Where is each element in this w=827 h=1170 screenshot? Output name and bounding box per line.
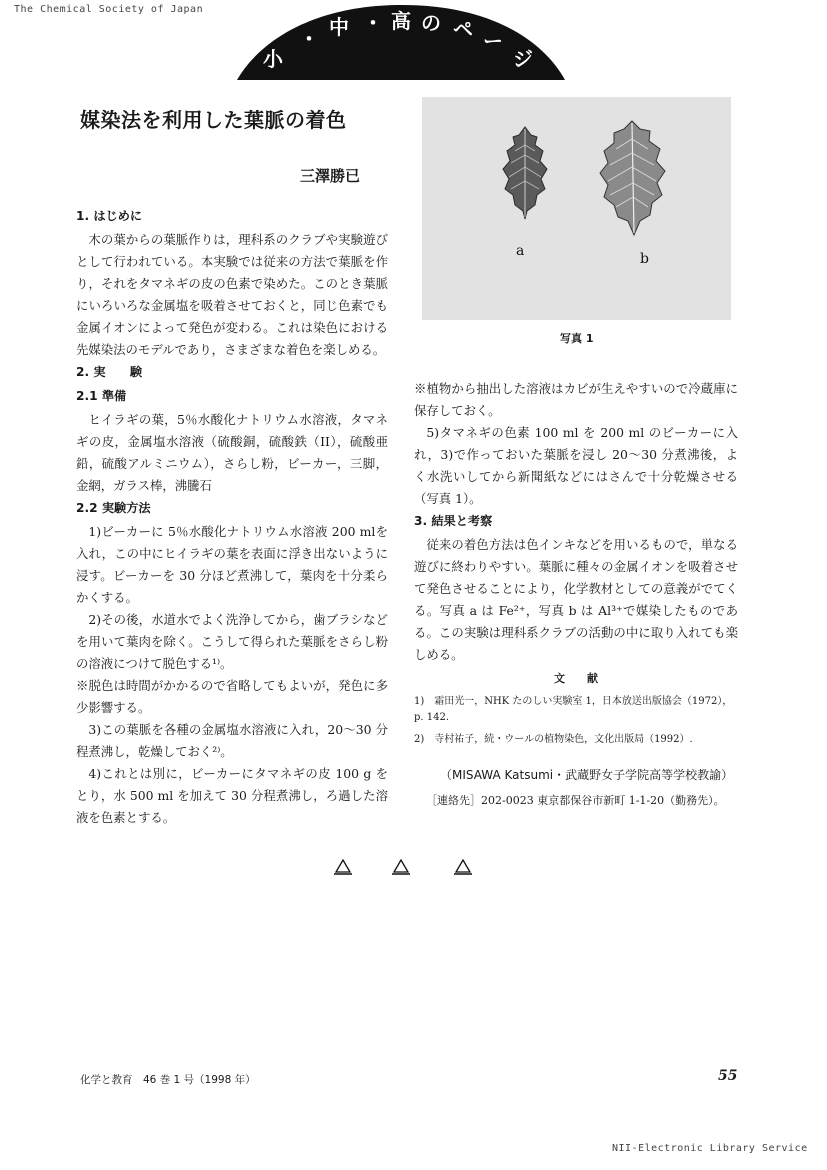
body-paragraph: 従来の着色方法は色インキなどを用いるもので，単なる遊びに終わりやすい。葉脈に種々の金属イオンを吸着させて発色させることにより，化学教材としての意義がでてくる。写真 a は Fe²⁺，写真 b は Al³⁺で媒染したものである。この実験は理科系クラブの活動の中に取り入れても楽しめる。	[414, 537, 738, 662]
banner-char: の	[421, 11, 441, 35]
section-heading: 1. はじめに	[76, 209, 143, 223]
body-paragraph: 4)これとは別に，ビーカーにタマネギの皮 100 g をとり，水 500 ml を加えて 30 分程煮沸し，ろ過した溶液を色素とする。	[76, 766, 388, 825]
end-ornaments	[328, 856, 488, 876]
section-heading: 3. 結果と考察	[414, 514, 493, 528]
section-heading: 2. 実 験	[76, 365, 143, 379]
note-paragraph: ※脱色は時間がかかるので省略してもよいが，発色に多少影響する。	[76, 678, 388, 715]
photo-label-b: b	[640, 251, 649, 267]
page-number: 55	[718, 1068, 738, 1084]
section-banner	[235, 0, 570, 82]
banner-char: ー	[483, 29, 503, 53]
photo-caption: 写真 1	[560, 332, 594, 345]
banner-char: 中	[329, 15, 349, 39]
body-paragraph: 3)この葉脈を各種の金属塩水溶液に入れ，20〜30 分程煮沸し，乾燥しておく²⁾。	[76, 722, 388, 759]
body-paragraph: 5)タマネギの色素 100 ml を 200 ml のビーカーに入れ，3)で作っておいた葉脈を浸し 20〜30 分煮沸後，よく水洗いしてから新聞紙などにはさんで十分乾燥させる（写真 1）。	[414, 425, 738, 506]
references-heading: 文 献	[554, 672, 598, 685]
photo-label-a: a	[516, 243, 525, 259]
author-name: 三澤勝已	[300, 167, 361, 185]
note-paragraph: ※植物から抽出した溶液はカビが生えやすいので冷蔵庫に保存しておく。	[414, 381, 738, 418]
references-list	[414, 694, 738, 748]
body-paragraph: 1)ビーカーに 5％水酸化ナトリウム水溶液 200 mlを入れ，この中にヒイラギの葉を表面に浮き出ないように浸す。ビーカーを 30 分ほど煮沸して，葉肉を十分柔らかくする。	[76, 524, 388, 605]
reference-item: 2) 寺村祐子，続・ウールの植物染色，文化出版局（1992）.	[414, 734, 693, 745]
section-heading: 2.2 実験方法	[76, 501, 151, 515]
banner-char: 高	[391, 9, 411, 33]
ornament-icon	[454, 860, 472, 874]
banner-char: ジ	[513, 47, 533, 71]
banner-char: ・	[363, 11, 383, 35]
body-paragraph: ヒイラギの葉，5％水酸化ナトリウム水溶液，タマネギの皮，金属塩水溶液（硫酸銅，硫酸鉄（II），硫酸亜鉛，硫酸アルミニウム），さらし粉，ビーカー，三脚，金網，ガラス棒，沸騰石	[76, 412, 388, 493]
left-column	[76, 205, 388, 829]
banner-char: ・	[299, 27, 319, 51]
author-contact: ［連絡先］202-0023 東京都保谷市新町 1-1-20（勤務先）。	[426, 794, 725, 807]
reference-item: 1) 霜田光一，NHK たのしい実験室 1，日本放送出版協会（1972），p. 142.	[414, 696, 733, 723]
journal-footer: 化学と教育 46 巻 1 号（1998 年）	[80, 1074, 256, 1086]
photo-leaf-veins	[422, 97, 731, 320]
ornament-icon	[392, 860, 410, 874]
ornament-icon	[334, 860, 352, 874]
banner-char: 小	[263, 47, 283, 71]
right-column	[414, 378, 738, 666]
body-paragraph: 2)その後，水道水でよく洗浄してから，歯ブラシなどを用いて葉肉を除く。こうして得られた葉脈をさらし粉の溶液につけて脱色する¹⁾。	[76, 612, 388, 671]
body-paragraph: 木の葉からの葉脈作りは，理科系のクラブや実験遊びとして行われている。本実験では従来の方法で葉脈を作り，それをタマネギの皮の色素で染めた。このとき葉脈にいろいろな金属塩を吸着させておくと，同じ色素でも金属イオンによって発色が変わる。これは染色における先媒染法のモデルであり，さまざまな着色を楽しめる。	[76, 232, 388, 357]
article-title: 媒染法を利用した葉脈の着色	[80, 108, 347, 132]
watermark-bottom: NII-Electronic Library Service	[612, 1143, 808, 1154]
author-affiliation: （MISAWA Katsumi・武蔵野女子学院高等学校教諭）	[440, 768, 734, 782]
section-heading: 2.1 準備	[76, 389, 127, 403]
references-section	[414, 670, 738, 754]
leaf-photo-illustration	[422, 97, 731, 320]
banner-char: ペ	[453, 17, 473, 41]
watermark-top: The Chemical Society of Japan	[14, 4, 204, 15]
